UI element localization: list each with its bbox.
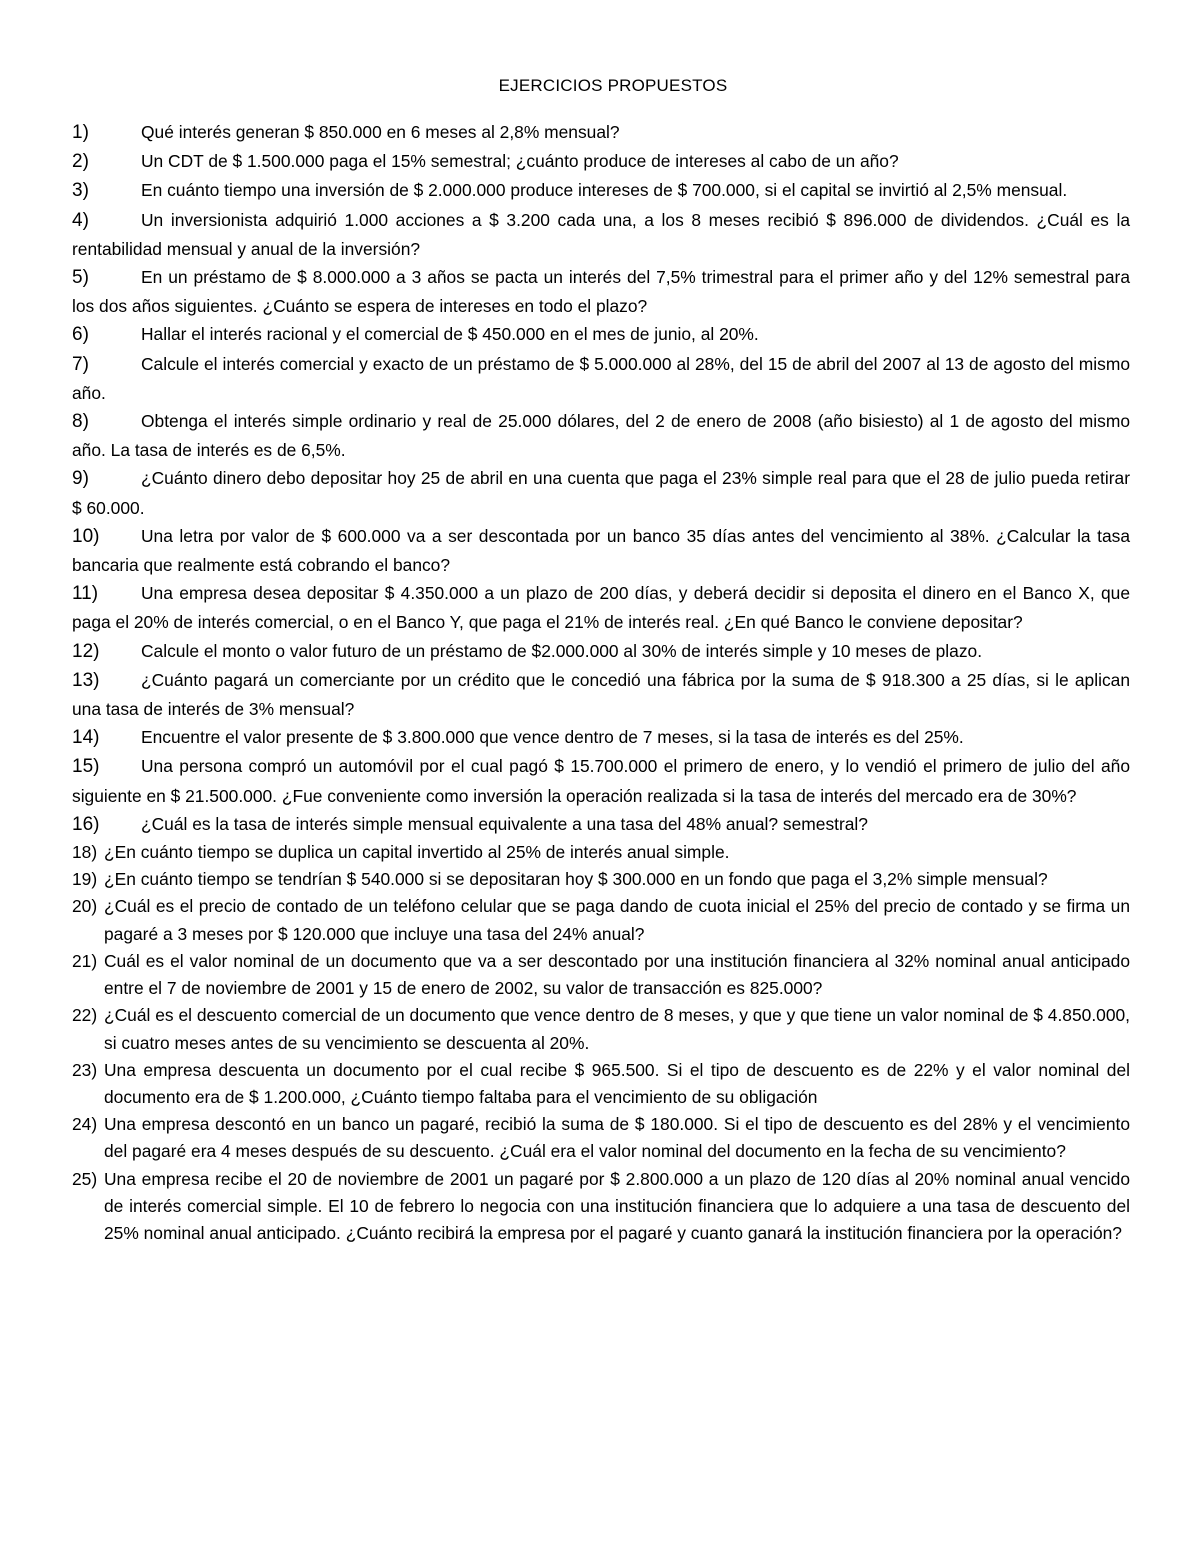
exercise-text: Un CDT de $ 1.500.000 paga el 15% semestral; ¿cuánto produce de intereses al cabo de un año? xyxy=(141,151,899,172)
exercise-item xyxy=(72,637,1130,666)
exercise-text: Una empresa descuenta un documento por el cual recibe $ 965.500. Si el tipo de descuento es de 22% y el valor nominal del documento era de $ 1.200.000, ¿Cuánto tiempo faltaba para el vencimiento de su obligación xyxy=(104,1059,1130,1107)
exercise-number: 4) xyxy=(72,209,89,231)
exercise-item xyxy=(72,118,1130,147)
exercise-number: 25) xyxy=(72,1168,98,1189)
exercise-text: ¿Cuánto dinero debo depositar hoy 25 de abril en una cuenta que paga el 23% simple real para que el 28 de julio pueda retirar $ 60.000. xyxy=(72,468,1130,518)
exercise-item xyxy=(72,1111,1130,1165)
document-page xyxy=(72,76,1130,1247)
exercise-number: 1) xyxy=(72,122,89,143)
exercise-text: Cuál es el valor nominal de un documento que va a ser descontado por una institución financiera al 32% nominal anual anticipado entre el 7 de noviembre de 2001 y 15 de enero de 2002, su valor de transacción es 825.000? xyxy=(104,950,1130,999)
exercise-list-primary xyxy=(72,118,1130,839)
exercise-item xyxy=(72,522,1130,579)
exercise-item xyxy=(72,866,1130,893)
exercise-number: 22) xyxy=(72,1005,98,1026)
exercise-number: 10) xyxy=(72,525,100,547)
exercise-number: 8) xyxy=(72,411,89,433)
exercise-item xyxy=(72,320,1130,349)
exercise-item xyxy=(72,948,1130,1002)
exercise-text: Calcule el interés comercial y exacto de un préstamo de $ 5.000.000 al 28%, del 15 de abril del 2007 al 13 de agosto del mismo año. xyxy=(72,353,1130,403)
exercise-text: En cuánto tiempo una inversión de $ 2.000.000 produce intereses de $ 700.000, si el capital se invirtió al 2,5% mensual. xyxy=(141,180,1068,201)
exercise-text: Una persona compró un automóvil por el cual pagó $ 15.700.000 el primero de enero, y lo vendió el primero de julio del año siguiente en $ 21.500.000. ¿Fue conveniente como inversión la operación realizada si la tasa de interés del mercado era de 30%? xyxy=(72,756,1130,806)
exercise-item xyxy=(72,839,1130,866)
exercise-item xyxy=(72,810,1130,839)
exercise-item xyxy=(72,206,1130,263)
exercise-number: 13) xyxy=(72,669,100,691)
exercise-text: ¿En cuánto tiempo se duplica un capital invertido al 25% de interés anual simple. xyxy=(104,842,730,863)
exercise-text: En un préstamo de $ 8.000.000 a 3 años se pacta un interés del 7,5% trimestral para el primer año y del 12% semestral para los dos años siguientes. ¿Cuánto se espera de intereses en todo el plazo? xyxy=(72,267,1130,317)
exercise-item xyxy=(72,147,1130,176)
exercise-number: 12) xyxy=(72,640,100,662)
exercise-text: Una empresa recibe el 20 de noviembre de 2001 un pagaré por $ 2.800.000 a un plazo de 120 días al 20% nominal anual vencido de interés comercial simple. El 10 de febrero lo negocia con una institución financiera que lo adquiere a una tasa de descuento del 25% nominal anual anticipado. ¿Cuánto recibirá la empresa por el pagaré y cuanto ganará la institución financiera por la operación? xyxy=(104,1168,1130,1243)
exercise-item xyxy=(72,176,1130,205)
exercise-text: Una empresa descontó en un banco un pagaré, recibió la suma de $ 180.000. Si el tipo de descuento es del 28% y el vencimiento del pagaré era 4 meses después de su descuento. ¿Cuál era el valor nominal del documento en la fecha de su vencimiento? xyxy=(104,1114,1130,1162)
exercise-text: ¿En cuánto tiempo se tendrían $ 540.000 si se depositaran hoy $ 300.000 en un fondo que paga el 3,2% simple mensual? xyxy=(104,869,1048,890)
exercise-text: Una empresa desea depositar $ 4.350.000 a un plazo de 200 días, y deberá decidir si deposita el dinero en el Banco X, que paga el 20% de interés comercial, o en el Banco Y, que paga el 21% de interés real. ¿En qué Banco le conviene depositar? xyxy=(72,583,1130,633)
exercise-number: 3) xyxy=(72,180,89,202)
exercise-item xyxy=(72,1166,1130,1248)
exercise-number: 14) xyxy=(72,727,100,749)
exercise-text: ¿Cuál es la tasa de interés simple mensual equivalente a una tasa del 48% anual? semestral? xyxy=(141,813,868,834)
exercise-number: 2) xyxy=(72,151,89,173)
exercise-number: 24) xyxy=(72,1114,98,1135)
exercise-number: 5) xyxy=(72,267,89,289)
exercise-number: 16) xyxy=(72,813,100,835)
exercise-number: 19) xyxy=(72,869,98,890)
exercise-item xyxy=(72,263,1130,320)
exercise-item xyxy=(72,350,1130,407)
exercise-number: 18) xyxy=(72,842,98,863)
exercise-text: Un inversionista adquirió 1.000 acciones a $ 3.200 cada una, a los 8 meses recibió $ 896.000 de dividendos. ¿Cuál es la rentabilidad mensual y anual de la inversión? xyxy=(72,209,1130,259)
exercise-item xyxy=(72,666,1130,723)
exercise-text: Encuentre el valor presente de $ 3.800.000 que vence dentro de 7 meses, si la tasa de interés es del 25%. xyxy=(141,727,964,748)
exercise-number: 11) xyxy=(72,583,99,605)
exercise-number: 7) xyxy=(72,353,89,375)
exercise-item xyxy=(72,893,1130,947)
exercise-item xyxy=(72,752,1130,809)
exercise-number: 23) xyxy=(72,1059,98,1080)
exercise-item xyxy=(72,579,1130,636)
exercise-text: Calcule el monto o valor futuro de un préstamo de $2.000.000 al 30% de interés simple y 10 meses de plazo. xyxy=(141,640,983,661)
exercise-item xyxy=(72,1002,1130,1056)
exercise-text: Una letra por valor de $ 600.000 va a ser descontada por un banco 35 días antes del vencimiento al 38%. ¿Calcular la tasa bancaria que realmente está cobrando el banco? xyxy=(72,525,1130,576)
exercise-number: 21) xyxy=(72,950,98,971)
exercise-text: Obtenga el interés simple ordinario y real de 25.000 dólares, del 2 de enero de 2008 (año bisiesto) al 1 de agosto del mismo año. La tasa de interés es de 6,5%. xyxy=(72,411,1130,461)
exercise-text: ¿Cuál es el precio de contado de un teléfono celular que se paga dando de cuota inicial el 25% del precio de contado y se firma un pagaré a 3 meses por $ 120.000 que incluye una tasa del 24% anual? xyxy=(104,896,1130,944)
exercise-number: 20) xyxy=(72,896,98,917)
exercise-item xyxy=(72,407,1130,464)
exercise-item xyxy=(72,464,1130,521)
exercise-text: ¿Cuánto pagará un comerciante por un crédito que le concedió una fábrica por la suma de $ 918.300 a 25 días, si le aplican una tasa de interés de 3% mensual? xyxy=(72,669,1130,720)
exercise-number: 6) xyxy=(72,324,89,346)
exercise-list-secondary xyxy=(72,839,1130,1247)
exercise-text: ¿Cuál es el descuento comercial de un documento que vence dentro de 8 meses, y que y que tiene un valor nominal de $ 4.850.000, si cuatro meses antes de su vencimiento se descuenta al 20%. xyxy=(104,1005,1130,1053)
exercise-item xyxy=(72,723,1130,752)
exercise-number: 15) xyxy=(72,756,100,778)
exercise-text: Hallar el interés racional y el comercial de $ 450.000 en el mes de junio, al 20%. xyxy=(141,324,759,345)
exercise-text: Qué interés generan $ 850.000 en 6 meses al 2,8% mensual? xyxy=(141,122,620,142)
exercise-number: 9) xyxy=(72,468,89,490)
exercise-item xyxy=(72,1057,1130,1111)
document-title: EJERCICIOS PROPUESTOS xyxy=(498,76,728,95)
